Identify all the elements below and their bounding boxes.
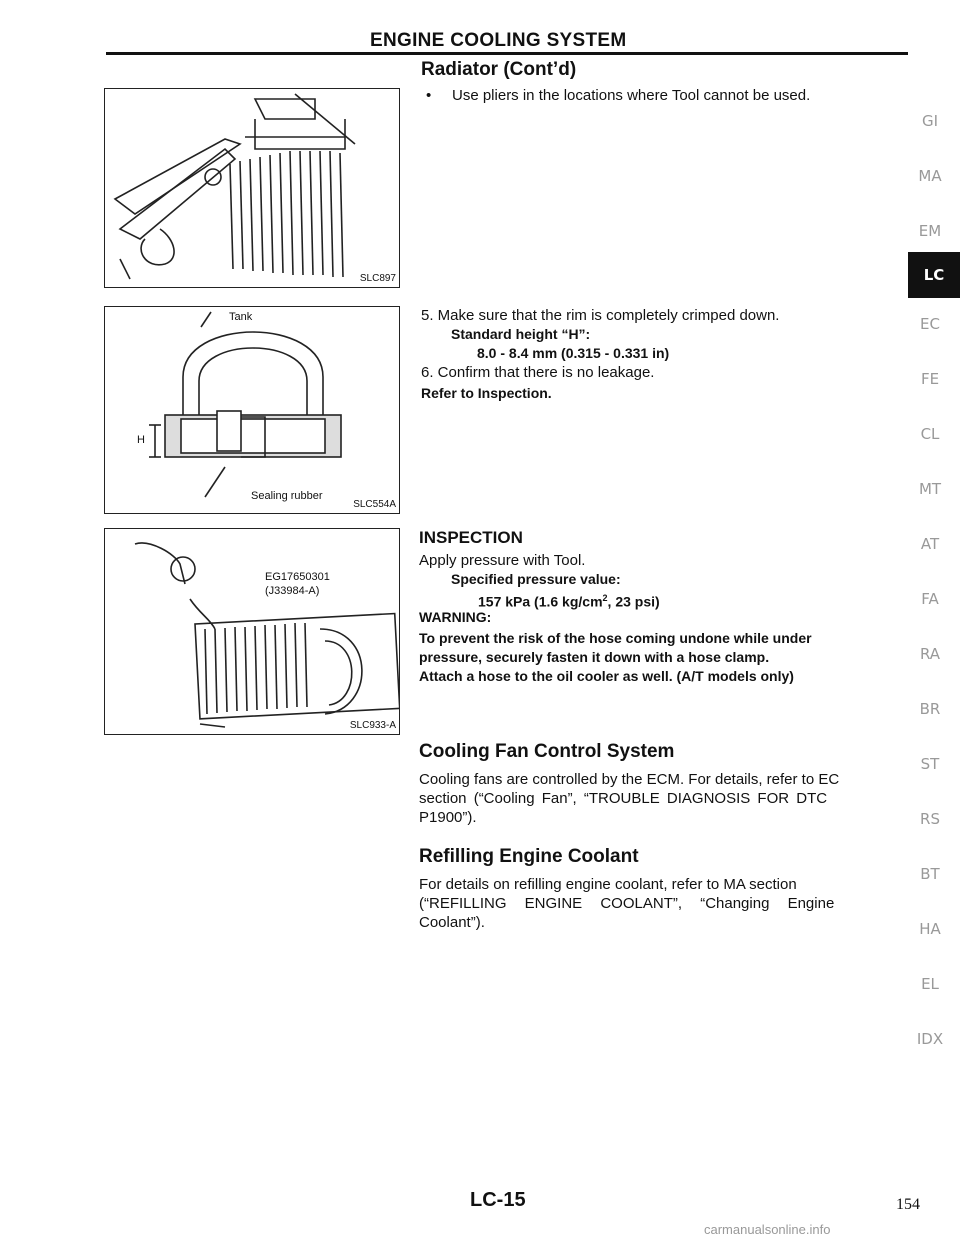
tank-label: Tank <box>229 311 253 323</box>
step-5: 5. Make sure that the rim is completely crimped down. <box>421 307 780 324</box>
pressure-value-superscript: 2 <box>602 593 608 603</box>
cooling-fan-heading: Cooling Fan Control System <box>419 741 675 762</box>
tool-alt-number-label: (J33984-A) <box>265 585 320 597</box>
refilling-heading: Refilling Engine Coolant <box>419 846 639 867</box>
cooling-fan-line-1: Cooling fans are controlled by the ECM. For details, refer to EC <box>419 771 840 788</box>
tool-number-label: EG17650301 <box>265 571 330 583</box>
step-6: 6. Confirm that there is no leakage. <box>421 364 655 381</box>
inspection-apply: Apply pressure with Tool. <box>419 552 586 569</box>
warning-line-1: To prevent the risk of the hose coming undone while under <box>419 630 812 646</box>
figure-pliers <box>104 88 400 288</box>
side-tab-lc[interactable]: LC <box>908 252 960 298</box>
standard-height-label: Standard height “H”: <box>451 326 591 342</box>
header-rule <box>106 52 908 55</box>
pressure-tool-illustration <box>105 529 399 734</box>
side-tab-st[interactable]: ST <box>920 755 940 773</box>
side-tab-at[interactable]: AT <box>920 535 940 553</box>
section-subtitle: Radiator (Cont’d) <box>421 59 577 80</box>
side-tab-rs[interactable]: RS <box>920 810 940 828</box>
specified-pressure-value <box>478 589 660 612</box>
watermark: carmanualsonline.info <box>704 1222 831 1237</box>
refilling-line-3: Coolant”). <box>419 914 485 931</box>
warning-line-2: pressure, securely fasten it down with a hose clamp. <box>419 649 770 665</box>
page-code: LC-15 <box>470 1189 526 1211</box>
refilling-line-1: For details on refilling engine coolant, refer to MA section <box>419 876 797 893</box>
side-tab-cl[interactable]: CL <box>920 425 940 443</box>
side-tab-el[interactable]: EL <box>921 975 939 993</box>
side-tab-ra[interactable]: RA <box>919 645 941 663</box>
page-number: 154 <box>896 1196 920 1213</box>
side-tab-br[interactable]: BR <box>919 700 941 718</box>
cooling-fan-line-3: P1900”). <box>419 809 477 826</box>
pressure-value-tail: , 23 psi) <box>607 593 660 610</box>
side-tab-idx[interactable]: IDX <box>916 1030 944 1048</box>
side-tab-mt[interactable]: MT <box>918 480 942 498</box>
warning-line-3: Attach a hose to the oil cooler as well. (A/T models only) <box>419 668 794 684</box>
figure-code: SLC897 <box>359 273 396 284</box>
pressure-value-main: 157 kPa (1.6 kg/cm <box>478 593 603 610</box>
side-tab-fa[interactable]: FA <box>921 590 939 608</box>
side-tab-gi[interactable]: GI <box>921 112 939 130</box>
sealing-rubber-label: Sealing rubber <box>251 490 323 502</box>
refer-inspection: Refer to Inspection. <box>421 385 552 401</box>
refilling-line-2: (“REFILLING ENGINE COOLANT”, “Changing Engine <box>419 895 835 912</box>
inspection-heading: INSPECTION <box>419 528 523 547</box>
specified-pressure-label: Specified pressure value: <box>451 571 621 587</box>
side-tab-ma[interactable]: MA <box>918 167 942 185</box>
side-tab-em[interactable]: EM <box>918 222 942 240</box>
figure-pressure-tool <box>104 528 400 735</box>
height-label: H <box>137 434 145 446</box>
side-tab-fe[interactable]: FE <box>920 370 940 388</box>
bullet-marker: • <box>426 87 432 104</box>
side-tab-ha[interactable]: HA <box>919 920 941 938</box>
tank-section-illustration <box>105 307 399 513</box>
side-tab-bt[interactable]: BT <box>920 865 940 883</box>
pliers-illustration <box>105 89 399 287</box>
page-header-title: ENGINE COOLING SYSTEM <box>370 30 627 51</box>
pliers-note: Use pliers in the locations where Tool cannot be used. <box>452 87 811 104</box>
cooling-fan-line-2: section (“Cooling Fan”, “TROUBLE DIAGNOSIS FOR DTC <box>419 790 828 807</box>
warning-label: WARNING: <box>419 609 492 625</box>
figure-tank-section <box>104 306 400 514</box>
figure-code: SLC554A <box>353 499 396 510</box>
standard-height-value: 8.0 - 8.4 mm (0.315 - 0.331 in) <box>477 345 670 361</box>
side-tab-ec[interactable]: EC <box>920 315 940 333</box>
figure-code: SLC933-A <box>349 720 396 731</box>
